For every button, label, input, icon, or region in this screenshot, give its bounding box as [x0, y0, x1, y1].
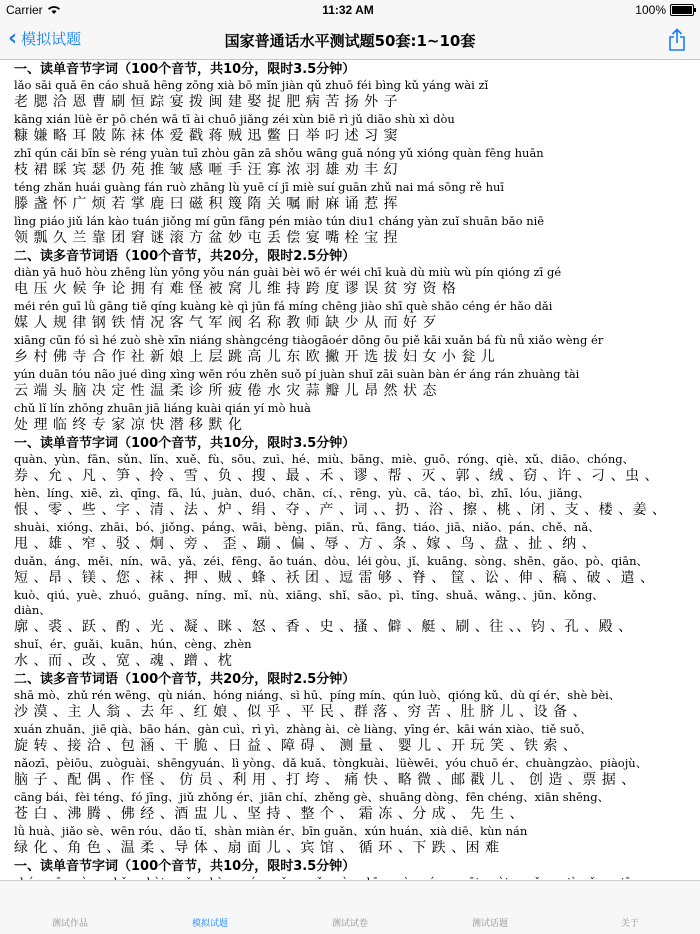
- hanzi-line: 苍 白 、沸 腾 、佛 经 、酒 盅 儿 、坚 持 、整 个 、 霜 冻 、分 成 、 先 生 、: [14, 806, 524, 822]
- hanzi-line: 短 、昂 、镁 、您 、袜 、押 、贼 、蜂 、袄 团 、逗 雷 够 、脊 、 筐 、讼 、伸 、稿 、破 、遣 、: [14, 570, 655, 586]
- pinyin-line: diàn、: [14, 603, 51, 617]
- share-button[interactable]: [668, 28, 686, 56]
- pinyin-line: kuò、qiú、yuè、zhuó、guāng、níng、mǐ、nù、xiāng、shǐ、sāo、pì、tǐng、shuǎ、wǎng、、jūn、kǒng、: [14, 588, 604, 602]
- tab-bar: [0, 880, 700, 934]
- status-right: [635, 3, 694, 17]
- chevron-left-icon: ‹: [8, 25, 18, 51]
- pinyin-line: yún duān tóu não jué dìng xìng wēn róu zhěn suǒ pí juàn shuǐ zāi suàn bàn ér áng rán zhuàng tài: [14, 367, 580, 381]
- pinyin-line: duǎn、áng、měi、nín、wā、yǎ、zéi、fēng、ǎo tuán、dòu、léi gòu、jǐ、kuāng、sòng、shēn、gǎo、pò、qiān、: [14, 554, 648, 568]
- hanzi-line: 媒 人 规 律 钢 铁 情 况 客 气 军 阀 名 称 教 师 缺 少 从 而 好 歹: [14, 315, 437, 331]
- section-heading: 二、读多音节词语（100个音节，共20分，限时2.5分钟）: [14, 249, 356, 264]
- section-heading: 一、读单音节字词（100个音节，共10分，限时3.5分钟）: [14, 859, 356, 874]
- pinyin-line: méi rén guī lǜ gāng tiě qíng kuàng kè qì jūn fá míng chēng jiào shī què shǎo céng ér hǎo dǎi: [14, 299, 553, 313]
- tab-label: 模拟试题: [191, 919, 228, 929]
- tab-1[interactable]: [0, 891, 140, 934]
- tab-icon: [619, 891, 641, 913]
- pinyin-line: hèn、líng、xiē、zì、qīng、fā、lú、juàn、duó、chǎn、cí、、rēng、yù、cā、táo、bì、zhī、lóu、jiǎng、: [14, 486, 590, 500]
- hanzi-line: 老 腮 洽 恩 曹 刷 恒 踪 宴 拨 闽 建 娶 捉 肥 病 苦 扬 外 子: [14, 94, 399, 110]
- hanzi-line: 水 、而 、改 、宽 、魂 、蹭 、枕: [14, 653, 233, 669]
- pinyin-line: chǔ lǐ lín zhōng zhuān jiā liáng kuài qián yí mò huà: [14, 401, 311, 415]
- tab-icon: [59, 891, 81, 913]
- tab-4[interactable]: [420, 891, 560, 934]
- hanzi-line: 糠 嫌 略 耳 陂 陈 袜 体 爱 戳 蒋 贼 迅 鳖 日 举 叼 述 习 窦: [14, 128, 399, 144]
- pinyin-line: diàn yā huǒ hòu zhēng lùn yōng yǒu nán guài bèi wō ér wéi chī kuà dù miù wù pín qióng zī gé: [14, 265, 562, 279]
- tab-label: 测试话题: [471, 919, 508, 929]
- hanzi-line: 券 、允 、凡 、笋 、拎 、雪 、负 、搜 、最 、禾 、谬 、帮 、灭 、郭 、绒 、窃 、许 、刁 、虫 、: [14, 468, 660, 484]
- tab-label: 测试作品: [51, 919, 88, 929]
- hanzi-line: 脑 子 、配 偶 、作 怪 、 仿 员 、利 用 、打 垮 、 痛 快 、略 微 、邮 戳 儿 、 创 造 、票 据 、: [14, 772, 636, 788]
- hanzi-line: 廓 、裘 、跃 、酌 、光 、凝 、眯 、怒 、香 、史 、搔 、僻 、艇 、刷 、往 、、钧 、孔 、殿 、: [14, 619, 633, 635]
- tab-5[interactable]: [560, 891, 700, 934]
- hanzi-line: 旋 转 、接 洽 、包 涵 、干 脆 、日 益 、障 碍 、 测 量 、 婴 儿 、开 玩 笑 、铁 索 、: [14, 738, 578, 754]
- pinyin-line: kāng xián lüè ēr pō chén wā tī ài chuō jiǎng zéi xùn biē rì jǔ diāo shù xì dòu: [14, 112, 455, 126]
- pinyin-line: shuǐ、ér、guǎi、kuān、hún、cèng、zhèn: [14, 637, 252, 651]
- status-time: 11:32 AM: [322, 3, 374, 17]
- pinyin-line: xiāng cūn fó sì hé zuò shè xīn niáng shàngcéng tiàogāoér dōng ōu piě kāi xuǎn bá fù nǚ xiǎo wèng ér: [14, 333, 604, 347]
- tab-icon: [339, 891, 361, 913]
- test-content[interactable]: [14, 61, 692, 879]
- hanzi-line: 枝 裙 睬 宾 瑟 仍 苑 推 皱 感 咂 手 汪 寡 浓 羽 雄 劝 丰 幻: [14, 162, 399, 178]
- section-heading: 二、读多音节词语（100个音节，共20分，限时2.5分钟）: [14, 672, 356, 687]
- tab-label: 测试试卷: [331, 919, 368, 929]
- battery-icon: [670, 4, 694, 16]
- share-icon: [668, 28, 686, 52]
- back-label: 模拟试题: [21, 30, 82, 48]
- tab-3[interactable]: [280, 891, 420, 934]
- hanzi-line: 乡 村 佛 寺 合 作 社 新 娘 上 层 跳 高 儿 东 欧 撇 开 选 拔 妇 女 小 瓮 儿: [14, 349, 496, 365]
- hanzi-line: 电 压 火 候 争 论 拥 有 难 怪 被 窝 儿 维 持 跨 度 谬 误 贫 穷 资 格: [14, 281, 457, 297]
- pinyin-line: shā mò、zhǔ rén wēng、qù nián、hóng niáng、sì hū、píng mín、qún luò、qióng kǔ、dù qí ér、shè bèi、: [14, 688, 621, 702]
- hanzi-line: 处 理 临 终 专 家 凉 快 潜 移 默 化: [14, 417, 243, 433]
- pinyin-line: nǎozī、pèiōu、zuòguài、shēngyuán、lì yòng、dǎ kuǎ、tòngkuài、lüèwēi、yóu chuō ér、chuàngzào、piàojù、: [14, 756, 648, 770]
- battery-percent: 100%: [635, 3, 666, 17]
- hanzi-line: 甩 、雄 、窄 、驳 、炯 、旁 、 歪 、蹦 、偏 、辱 、方 、条 、嫁 、鸟 、盘 、扯 、纳 、: [14, 536, 597, 552]
- tab-icon: [479, 891, 501, 913]
- tab-icon: [199, 891, 221, 913]
- status-bar: [0, 0, 700, 20]
- hanzi-line: 领 瓢 久 兰 靠 团 窘 谜 滚 方 盆 妙 屯 丢 偿 宴 嘴 栓 宝 捏: [14, 230, 399, 246]
- pinyin-line: zhī qún cǎi bīn sè réng yuàn tuī zhòu gān zā shǒu wāng guǎ nóng yǔ xióng quàn fēng huān: [14, 146, 544, 160]
- navigation-bar: [0, 20, 700, 60]
- pinyin-line: lìng piáo jiǔ lán kào tuán jiǒng mí gūn fāng pén miào tún diu1 cháng yàn zuǐ shuān bǎo niē: [14, 214, 545, 228]
- wifi-icon: [47, 5, 61, 15]
- carrier-label: Carrier: [6, 3, 43, 17]
- pinyin-line: shuài、xióng、zhāi、bó、jiǒng、páng、wāi、bèng、piān、rǔ、fāng、tiáo、jiā、niǎo、pán、chě、nǎ、: [14, 520, 600, 534]
- pinyin-line: lǎo sāi quǎ ēn cáo shuǎ hēng zōng xià bō mǐn jiàn qǔ zhuō féi bìng kǔ yáng wài zǐ: [14, 78, 489, 92]
- tab-label: 关于: [620, 919, 639, 929]
- pinyin-line: téng zhǎn huái guàng fán ruò zhāng lù yuē cí jī miè suí guān zhǔ nai má sōng rě huī: [14, 180, 505, 194]
- hanzi-line: 云 端 头 脑 决 定 性 温 柔 诊 所 疲 倦 水 灾 蒜 瓣 儿 昂 然 状 态: [14, 383, 437, 399]
- section-heading: 一、读单音节字词（100个音节，共10分，限时3.5分钟）: [14, 62, 356, 77]
- pinyin-line: xuán zhuǎn、jiē qià、bāo hán、gàn cuì、rì yì、zhàng ài、cè liàng、yīng ér、kāi wán xiào、tiě suǒ、: [14, 722, 592, 736]
- pinyin-line: quàn、yùn、fān、sǔn、lǐn、xuě、fù、sōu、zuì、hé、miù、bāng、miè、guō、róng、qiè、xǔ、diāo、chóng、: [14, 452, 635, 466]
- pinyin-line: lǜ huà、jiǎo sè、wēn róu、dǎo tǐ、shàn miàn ér、bīn guǎn、xún huán、xià diē、kùn nán: [14, 824, 528, 838]
- hanzi-line: 绿 化 、角 色 、温 柔 、导 体 、扇 面 儿 、宾 馆 、 循 环 、下 跌 、困 难: [14, 840, 500, 856]
- hanzi-line: 恨 、零 、些 、字 、清 、法 、炉 、绢 、夺 、产 、词 、、扔 、浴 、擦 、桃 、闭 、支 、楼 、姜 、: [14, 502, 667, 518]
- status-left: [6, 3, 61, 17]
- hanzi-line: 滕 盏 怀 广 烦 若 掌 鹿 曰 磁 积 篾 隋 关 嘱 耐 麻 诵 惹 挥: [14, 196, 399, 212]
- pinyin-line: cāng bái、fèi téng、fó jīng、jiǔ zhǒng ér、jiān chí、zhěng gè、shuāng dòng、fēn chéng、xiān shēng、: [14, 790, 610, 804]
- tab-2[interactable]: [140, 891, 280, 934]
- page-title: 国家普通话水平测试题50套:1~10套: [224, 32, 476, 50]
- hanzi-line: 沙 漠 、主 人 翁 、去 年 、红 娘 、似 乎 、平 民 、群 落 、穷 苦 、肚 脐 儿 、设 备 、: [14, 704, 587, 720]
- section-heading: 一、读单音节字词（100个音节，共10分，限时3.5分钟）: [14, 436, 356, 451]
